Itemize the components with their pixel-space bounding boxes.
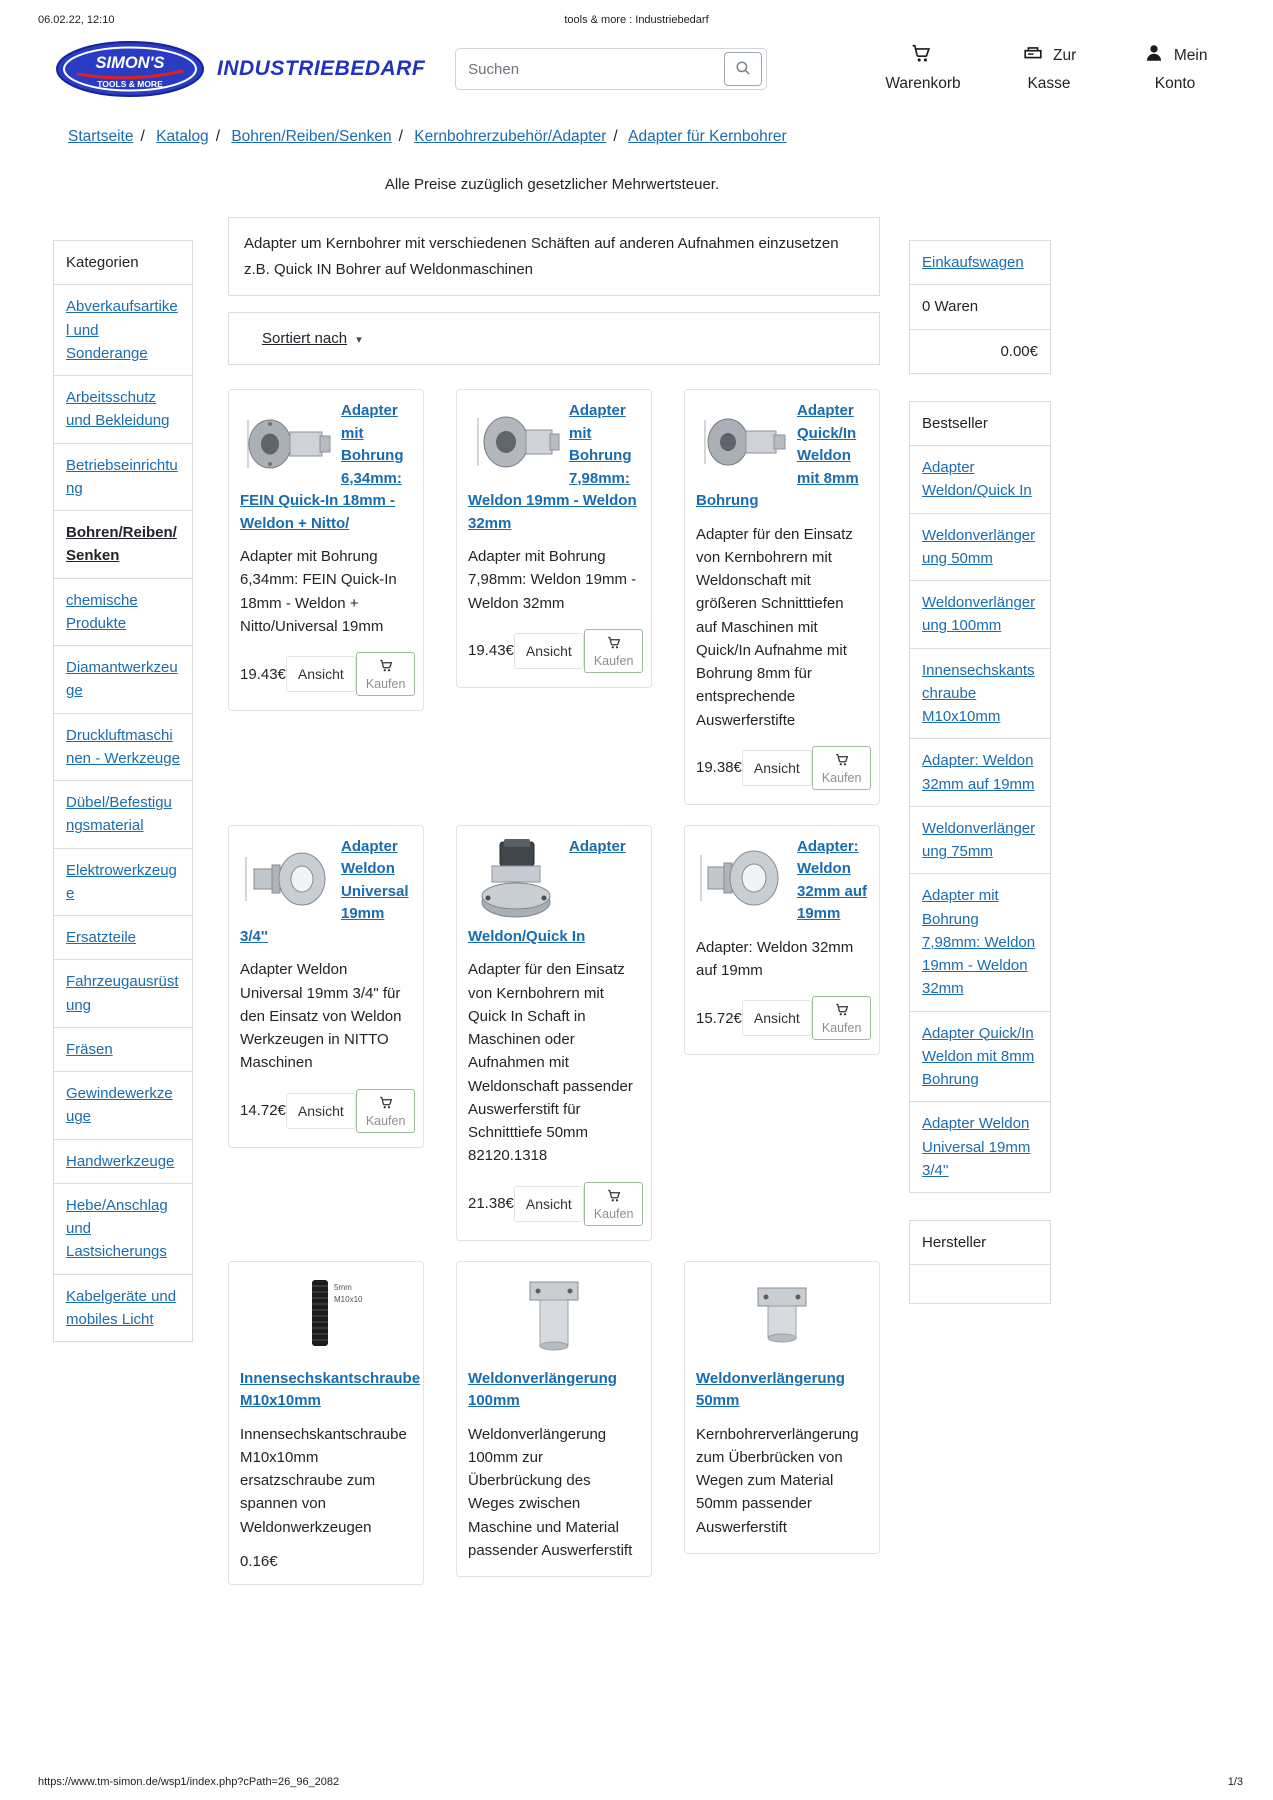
product-description: Adapter Weldon Universal 19mm 3/4" für den Einsatz von Weldon Werkzeugen in NITTO Maschinen — [240, 961, 402, 1072]
product-title-link[interactable]: Adapter Quick/In Weldon mit 8mm Bohrung — [696, 402, 859, 509]
image-dim-label: M10x10 — [334, 1294, 363, 1304]
product-price: 19.43€ — [468, 642, 514, 660]
bestseller-link[interactable]: Adapter Weldon/Quick In — [922, 459, 1032, 500]
cart-item-count: 0 Waren — [909, 284, 1051, 329]
buy-label: Kaufen — [593, 1206, 634, 1221]
sidebar-item-chemische — [53, 578, 193, 647]
buy-button[interactable] — [356, 652, 416, 696]
sidebar-item-handwerkzeuge — [53, 1139, 193, 1184]
print-title: tools & more : Industriebedarf — [564, 14, 709, 26]
cart-icon — [834, 1002, 850, 1020]
sidebar-item-abverkauf — [53, 284, 193, 376]
bestseller-item — [909, 445, 1051, 514]
breadcrumb-separator: / — [140, 128, 145, 145]
sidebar-item-link[interactable]: Elektrowerkzeuge — [66, 861, 177, 902]
sidebar-item-link[interactable]: Hebe/Anschlag und Lastsicherungs — [66, 1196, 168, 1261]
bestseller-link[interactable]: Adapter: Weldon 32mm auf 19mm — [922, 752, 1035, 793]
bestseller-item — [909, 1101, 1051, 1193]
print-url: https://www.tm-simon.de/wsp1/index.php?cPath=26_96_2082 — [38, 1776, 340, 1788]
view-button[interactable]: Ansicht — [514, 1186, 584, 1222]
sidebar-item-link[interactable]: Arbeitsschutz und Bekleidung — [66, 389, 170, 430]
product-image[interactable] — [278, 1274, 374, 1358]
buy-button[interactable] — [812, 996, 872, 1040]
product-card — [456, 825, 652, 1241]
product-title-link[interactable]: Weldonverlängerung 50mm — [696, 1369, 845, 1409]
product-title-link[interactable]: Adapter: Weldon 32mm auf 19mm — [797, 837, 868, 923]
checkout-button[interactable] — [1006, 42, 1092, 96]
cart-icon — [606, 635, 622, 653]
sidebar-item-link[interactable]: Dübel/Befestigungsmaterial — [66, 794, 172, 835]
breadcrumb-link-bohren[interactable]: Bohren/Reiben/Senken — [231, 128, 392, 145]
right-sidebar — [909, 241, 1051, 1304]
product-image[interactable] — [468, 402, 564, 486]
chevron-down-icon: ▾ — [356, 334, 362, 346]
product-title-link[interactable]: Weldonverlängerung 100mm — [468, 1369, 617, 1409]
checkout-icon — [1022, 42, 1044, 72]
cart-label: Warenkorb — [885, 75, 961, 92]
bestseller-link[interactable]: Innensechskantschraube M10x10mm — [922, 661, 1035, 725]
product-price: 0.16€ — [240, 1552, 278, 1570]
sidebar-item-hebe — [53, 1183, 193, 1275]
cart-icon — [606, 1188, 622, 1206]
product-card — [684, 389, 880, 805]
hersteller-empty-cell — [909, 1264, 1051, 1304]
breadcrumb — [68, 128, 1273, 146]
product-card — [228, 825, 424, 1148]
sidebar-item-arbeitsschutz — [53, 375, 193, 444]
account-label: Mein Konto — [1154, 46, 1208, 92]
product-description: Adapter für den Einsatz von Kernbohrern mit Quick In Schaft in Maschinen oder Aufnahmen mit Weldonschaft passender Auswerferstift für Schnitttiefe 50mm 82120.1318 — [468, 961, 633, 1165]
logo-text: SIMON'S — [95, 54, 165, 72]
sidebar-item-elektro — [53, 848, 193, 917]
buy-button[interactable] — [584, 629, 644, 673]
bestseller-link[interactable]: Weldonverlängerung 100mm — [922, 594, 1036, 635]
cart-icon — [378, 1095, 394, 1113]
buy-row — [696, 746, 868, 790]
sidebar-item-ersatzteile — [53, 915, 193, 960]
sidebar-item-link[interactable]: Diamantwerkzeuge — [66, 659, 178, 700]
product-title-link[interactable]: Adapter Weldon Universal 19mm 3/4'' — [240, 837, 409, 945]
view-button[interactable]: Ansicht — [742, 750, 812, 786]
bestseller-link[interactable]: Weldonverlängerung 50mm — [922, 526, 1036, 567]
product-card — [456, 1261, 652, 1578]
view-button[interactable]: Ansicht — [514, 633, 584, 669]
product-price: 19.38€ — [696, 759, 742, 777]
buy-row — [468, 1182, 640, 1226]
spacer — [909, 374, 1051, 402]
logo[interactable] — [55, 40, 425, 98]
product-price: 14.72€ — [240, 1102, 286, 1119]
view-button[interactable]: Ansicht — [742, 1000, 812, 1036]
breadcrumb-link-current[interactable]: Adapter für Kernbohrer — [628, 128, 787, 145]
product-price: 15.72€ — [696, 1009, 742, 1027]
sidebar-item-link[interactable]: Druckluftmaschinen - Werkzeuge — [66, 726, 180, 767]
sort-label: Sortiert nach — [262, 330, 348, 347]
print-footer — [38, 1776, 1243, 1788]
print-header — [0, 14, 1273, 26]
sidebar-item-link[interactable]: chemische Produkte — [66, 591, 138, 632]
sidebar-item-link[interactable]: Gewindewerkzeuge — [66, 1085, 173, 1126]
bestseller-item — [909, 738, 1051, 807]
sidebar-item-kabelgeraete — [53, 1274, 193, 1343]
buy-label: Kaufen — [593, 653, 634, 668]
sidebar-item-fahrzeug — [53, 959, 193, 1028]
logo-oval — [55, 40, 205, 98]
buy-row — [240, 1089, 412, 1133]
content-columns — [53, 217, 1273, 1585]
sidebar-item-link[interactable]: Abverkaufsartikel und Sonderange — [66, 298, 178, 362]
product-grid — [228, 389, 880, 1585]
account-button[interactable] — [1132, 42, 1218, 96]
product-card — [228, 389, 424, 711]
cart-icon — [834, 752, 850, 770]
buy-label: Kaufen — [821, 770, 862, 785]
sidebar-item-link[interactable]: Fahrzeugausrüstung — [66, 973, 179, 1014]
buy-button[interactable] — [356, 1089, 416, 1133]
product-card — [684, 1261, 880, 1554]
breadcrumb-link-startseite[interactable]: Startseite — [68, 128, 134, 145]
product-image[interactable] — [696, 838, 792, 922]
product-card — [228, 1261, 424, 1585]
product-title-link[interactable]: Adapter mit Bohrung 6,34mm: FEIN Quick-In 18mm - Weldon + Nitto/ — [240, 402, 404, 532]
header-actions — [880, 42, 1218, 96]
sidebar-item-link[interactable]: Kabelgeräte und mobiles Licht — [66, 1287, 177, 1328]
buy-row — [696, 996, 868, 1040]
logo-subtext: TOOLS & MORE — [97, 79, 163, 89]
spacer — [909, 1193, 1051, 1221]
search-icon — [734, 59, 752, 80]
product-description: Kernbohrerverlängerung zum Überbrücken von Wegen zum Material 50mm passender Auswerferstift — [696, 1425, 859, 1536]
sort-dropdown[interactable] — [262, 330, 347, 347]
product-card — [684, 825, 880, 1056]
product-description: Adapter mit Bohrung 7,98mm: Weldon 19mm - Weldon 32mm — [468, 548, 637, 612]
product-title-link[interactable]: Innensechskantschraube M10x10mm — [240, 1369, 421, 1409]
bestseller-item — [909, 513, 1051, 582]
buy-button[interactable] — [812, 746, 872, 790]
brand-name: INDUSTRIEBEDARF — [217, 57, 426, 80]
sidebar-item-link[interactable]: Betriebseinrichtung — [66, 456, 178, 497]
sidebar-item-link[interactable]: Handwerkzeuge — [66, 1152, 175, 1170]
sidebar-item-fraesen — [53, 1027, 193, 1072]
sidebar-item-gewinde — [53, 1071, 193, 1140]
hersteller-title: Hersteller — [909, 1220, 1051, 1265]
breadcrumb-link-zubehoer[interactable]: Kernbohrerzubehör/Adapter — [414, 128, 607, 145]
sidebar-item-link[interactable]: Ersatzteile — [66, 929, 137, 946]
cart-icon — [378, 658, 394, 676]
tax-note: Alle Preise zuzüglich gesetzlicher Mehrwertsteuer. — [384, 176, 720, 193]
checkout-label: Zur Kasse — [1027, 46, 1077, 92]
buy-label: Kaufen — [365, 677, 406, 691]
product-card — [456, 389, 652, 688]
buy-label: Kaufen — [365, 1113, 406, 1128]
image-dim-label: 5mm — [334, 1282, 352, 1292]
sidebar-item-diamant — [53, 645, 193, 714]
product-title-link[interactable]: Adapter mit Bohrung 7,98mm: Weldon 19mm - Weldon 32mm — [468, 402, 637, 532]
bestseller-item — [909, 580, 1051, 649]
bestseller-title: Bestseller — [909, 401, 1051, 446]
product-description: Adapter für den Einsatz von Kernbohrern mit Weldonschaft mit größeren Schnitttiefen auf Maschinen mit Quick/In Aufnahme mit Bohrung 8mm für entsprechende Auswerferstifte — [696, 525, 853, 729]
product-image[interactable] — [240, 838, 336, 922]
buy-button[interactable] — [584, 1182, 644, 1226]
breadcrumb-separator: / — [613, 128, 618, 145]
bestseller-link[interactable]: Adapter mit Bohrung 7,98mm: Weldon 19mm - Weldon 32mm — [922, 887, 1036, 998]
buy-row — [468, 629, 640, 673]
bestseller-link[interactable]: Adapter Quick/In Weldon mit 8mm Bohrung — [922, 1024, 1035, 1088]
product-price: 21.38€ — [468, 1195, 514, 1212]
search-input[interactable] — [456, 49, 720, 89]
categories-title: Kategorien — [53, 240, 193, 285]
print-datetime: 06.02.22, 12:10 — [38, 14, 115, 26]
view-button[interactable]: Ansicht — [286, 656, 356, 692]
product-price: 19.43€ — [240, 665, 286, 683]
cart-icon — [910, 42, 932, 72]
sidebar-item-betriebseinrichtung — [53, 443, 193, 512]
product-image[interactable] — [240, 402, 336, 486]
buy-row — [240, 652, 412, 696]
view-button[interactable]: Ansicht — [286, 1093, 356, 1129]
bestseller-item — [909, 806, 1051, 875]
breadcrumb-separator: / — [398, 128, 403, 145]
sidebar-item-link[interactable]: Bohren/Reiben/Senken — [66, 524, 177, 565]
cart-box-title — [909, 240, 1051, 285]
category-description: Adapter um Kernbohrer mit verschiedenen Schäften auf anderen Aufnahmen einzusetzen z.B. Quick IN Bohrer auf Weldonmaschinen — [228, 217, 880, 296]
search-button[interactable] — [724, 52, 762, 86]
bestseller-link[interactable]: Weldonverlängerung 75mm — [922, 819, 1036, 860]
sidebar-item-bohren-active — [53, 510, 193, 579]
sidebar-item-druckluft — [53, 713, 193, 782]
product-image[interactable] — [734, 1274, 830, 1358]
sort-box — [228, 312, 880, 365]
breadcrumb-separator: / — [215, 128, 220, 145]
product-description: Weldonverlängerung 100mm zur Überbrückung des Weges zwischen Maschine und Material passender Auswerferstift — [468, 1425, 633, 1559]
product-image[interactable] — [468, 838, 564, 922]
product-image[interactable] — [506, 1274, 602, 1358]
search-bar — [455, 48, 767, 90]
bestseller-item — [909, 1011, 1051, 1103]
category-sidebar — [53, 241, 193, 1342]
main-content — [228, 217, 880, 1585]
product-image[interactable] — [696, 402, 792, 486]
sidebar-item-link[interactable]: Fräsen — [66, 1040, 113, 1058]
cart-button[interactable] — [880, 42, 966, 96]
cart-link[interactable]: Einkaufswagen — [922, 254, 1024, 271]
bestseller-item — [909, 648, 1051, 740]
sidebar-item-duebel — [53, 780, 193, 849]
product-description: Innensechskantschraube M10x10mm ersatzschraube zum spannen von Weldonwerkzeugen — [240, 1425, 407, 1536]
print-page-number: 1/3 — [1227, 1776, 1243, 1788]
breadcrumb-link-katalog[interactable]: Katalog — [156, 128, 209, 145]
bestseller-item — [909, 873, 1051, 1011]
buy-label: Kaufen — [821, 1021, 862, 1036]
product-description: Adapter mit Bohrung 6,34mm: FEIN Quick-In 18mm - Weldon + Nitto/Universal 19mm — [240, 548, 397, 635]
buy-row — [240, 1553, 412, 1570]
product-title-link[interactable]: Adapter Weldon/Quick In — [468, 837, 626, 945]
product-description: Adapter: Weldon 32mm auf 19mm — [696, 938, 854, 979]
bestseller-link[interactable]: Adapter Weldon Universal 19mm 3/4'' — [922, 1115, 1031, 1179]
cart-total: 0.00€ — [909, 329, 1051, 374]
user-icon — [1143, 42, 1165, 72]
